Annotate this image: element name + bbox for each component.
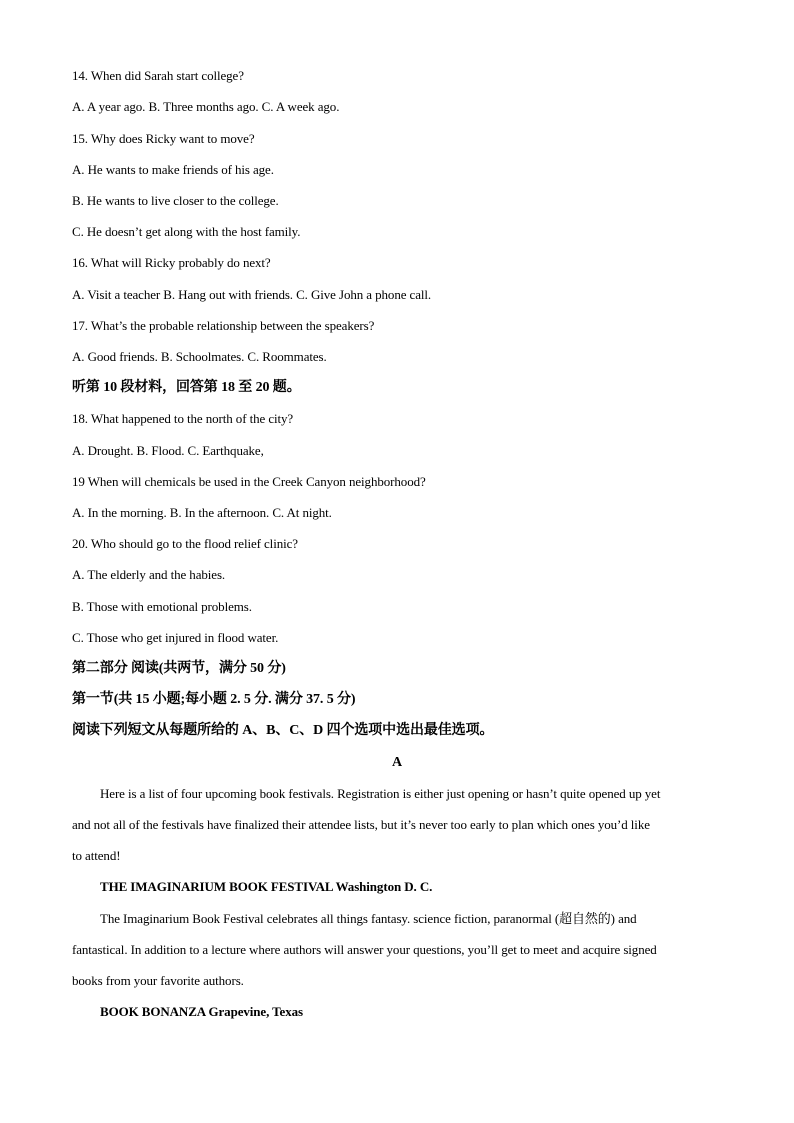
question-15-stem: 15. Why does Ricky want to move? [72,131,255,146]
question-17-options: A. Good friends. B. Schoolmates. C. Roommates. [72,349,327,364]
part-2-title: 第二部分 阅读(共两节，满分 50 分) [72,661,286,676]
festival-2-heading: BOOK BONANZA Grapevine, Texas [100,1004,303,1019]
festival-1-heading: THE IMAGINARIUM BOOK FESTIVAL Washington D. C. [100,879,433,894]
question-14-stem: 14. When did Sarah start college? [72,68,244,83]
festival-1-line-2: fantastical. In addition to a lecture where authors will answer your questions, you’ll get to meet and acquire signed [72,942,657,957]
passage-intro-line-3: to attend! [72,848,121,863]
passage-intro-line-1: Here is a list of four upcoming book festivals. Registration is either just opening or hasn’t quite opened up yet [100,786,661,801]
festival-1-line-1: The Imaginarium Book Festival celebrates all things fantasy. science fiction, paranormal (超自然的) and [100,911,637,926]
question-20-option-c: C. Those who get injured in flood water. [72,630,279,645]
question-16-stem: 16. What will Ricky probably do next? [72,255,271,270]
question-17-stem: 17. What’s the probable relationship between the speakers? [72,318,375,333]
part-2-section-1: 第一节(共 15 小题;每小题 2. 5 分. 满分 37. 5 分) [72,692,356,707]
question-15-option-b: B. He wants to live closer to the college. [72,193,279,208]
question-16-options: A. Visit a teacher B. Hang out with friends. C. Give John a phone call. [72,287,432,302]
question-18-options: A. Drought. B. Flood. C. Earthquake, [72,443,264,458]
question-15-option-a: A. He wants to make friends of his age. [72,162,274,177]
section-10-heading: 听第 10 段材料，回答第 18 至 20 题。 [72,380,301,395]
question-19-stem: 19 When will chemicals be used in the Creek Canyon neighborhood? [72,474,426,489]
question-15-option-c: C. He doesn’t get along with the host family. [72,224,301,239]
passage-letter: A [391,755,402,770]
question-20-stem: 20. Who should go to the flood relief clinic? [72,536,298,551]
question-20-option-b: B. Those with emotional problems. [72,599,252,614]
question-14-options: A. A year ago. B. Three months ago. C. A week ago. [72,99,340,114]
festival-1-line-3: books from your favorite authors. [72,973,244,988]
part-2-instruction: 阅读下列短文从每题所给的 A、B、C、D 四个选项中选出最佳选项。 [72,723,494,738]
passage-intro-line-2: and not all of the festivals have finalized their attendee lists, but it’s never too early to plan which ones you’d like [72,817,650,832]
question-19-options: A. In the morning. B. In the afternoon. C. At night. [72,505,332,520]
question-18-stem: 18. What happened to the north of the city? [72,411,294,426]
question-20-option-a: A. The elderly and the habies. [72,567,226,582]
